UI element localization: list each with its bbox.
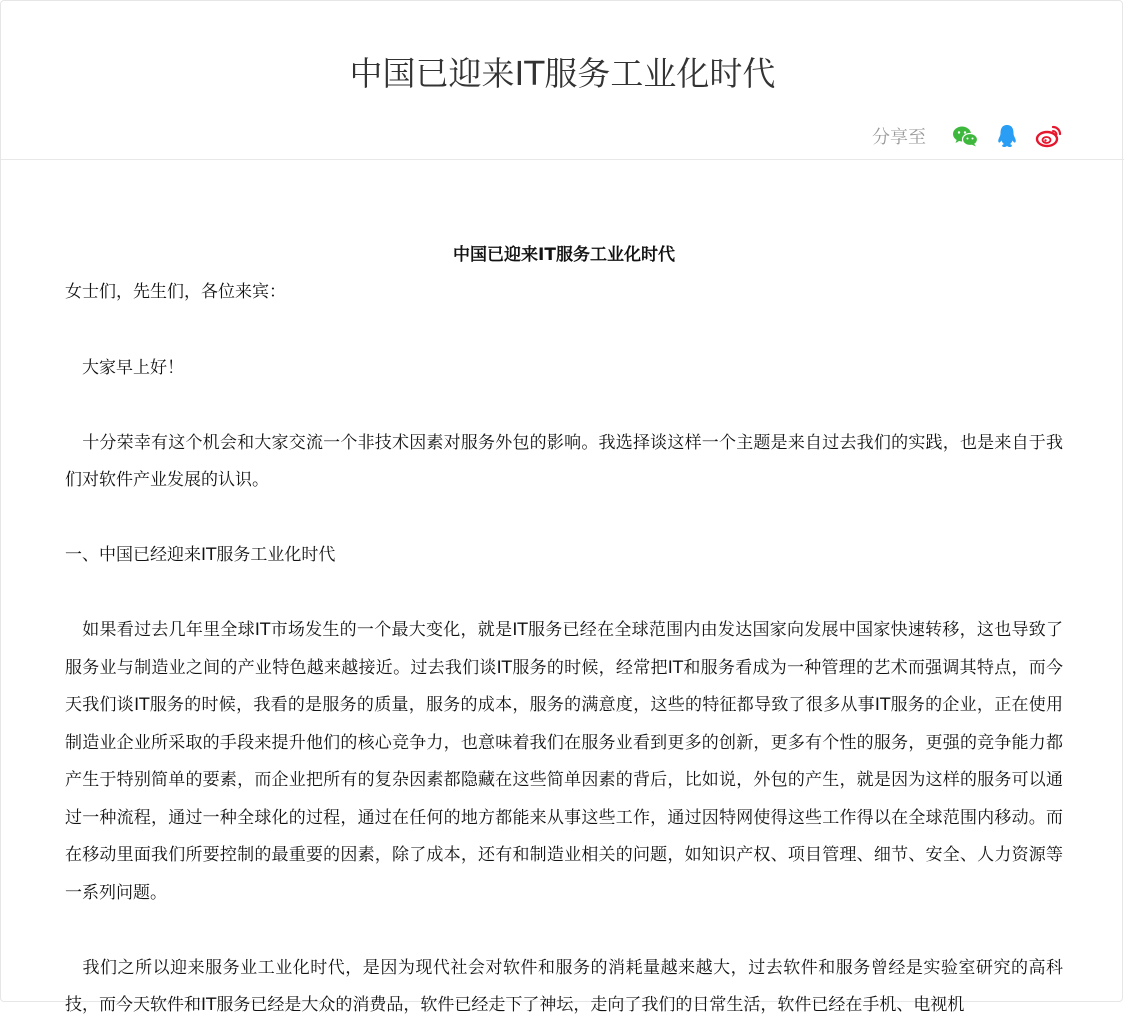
weibo-icon[interactable] — [1034, 121, 1064, 151]
article-greeting: 女士们，先生们，各位来宾： — [65, 282, 286, 302]
article-body — [65, 237, 1063, 1025]
blank-line — [65, 312, 1063, 350]
article-paragraph: 大家早上好！ — [65, 357, 184, 378]
article-paragraph: 我们之所以迎来服务业工业化时代，是因为现代社会对软件和服务的消耗量越来越大，过去软件和服务曾经是实验室研究的高科技，而今天软件和IT服务已经是大众的消费品，软件已经走下了神坛，走向了我们的日常生活，软件已经在手机、电视机 — [65, 957, 1063, 1015]
article-paragraph: 如果看过去几年里全球IT市场发生的一个最大变化，就是IT服务已经在全球范围内由发达国家向发展中国家快速转移，这也导致了服务业与制造业之间的产业特色越来越接近。过去我们谈IT服务的时候，经常把IT和服务看成为一种管理的艺术而强调其特点，而今天我们谈IT服务的时候，我看的是服务的质量，服务的成本，服务的满意度，这些的特征都导致了很多从事IT服务的企业，正在使用制造业企业所采取的手段来提升他们的核心竞争力，也意味着我们在服务业看到更多的创新，更多有个性的服务，更强的竞争能力都产生于特别简单的要素，而企业把所有的复杂因素都隐藏在这些简单因素的背后，比如说，外包的产生，就是因为这样的服务可以通过一种流程，通过一种全球化的过程，通过在任何的地方都能来从事这些工作，通过因特网使得这些工作得以在全球范围内移动。而在移动里面我们所要控制的最重要的因素，除了成本，还有和制造业相关的问题，如知识产权、项目管理、细节、安全、人力资源等一系列问题。 — [65, 620, 1063, 903]
blank-line — [65, 387, 1063, 425]
section-heading: 一、中国已经迎来IT服务工业化时代 — [65, 545, 336, 565]
blank-line — [65, 912, 1063, 950]
share-bar — [872, 121, 1064, 151]
blank-line — [65, 500, 1063, 538]
share-label: 分享至 — [872, 127, 926, 148]
article-title: 中国已迎来IT服务工业化时代 — [453, 245, 675, 265]
article-paragraph: 十分荣幸有这个机会和大家交流一个非技术因素对服务外包的影响。我选择谈这样一个主题是来自过去我们的实践，也是来自于我们对软件产业发展的认识。 — [65, 432, 1063, 490]
blank-line — [65, 575, 1063, 613]
qq-icon[interactable] — [992, 121, 1022, 151]
page-title: 中国已迎来IT服务工业化时代 — [349, 54, 776, 93]
article-header — [1, 1, 1124, 160]
wechat-icon[interactable] — [950, 121, 980, 151]
